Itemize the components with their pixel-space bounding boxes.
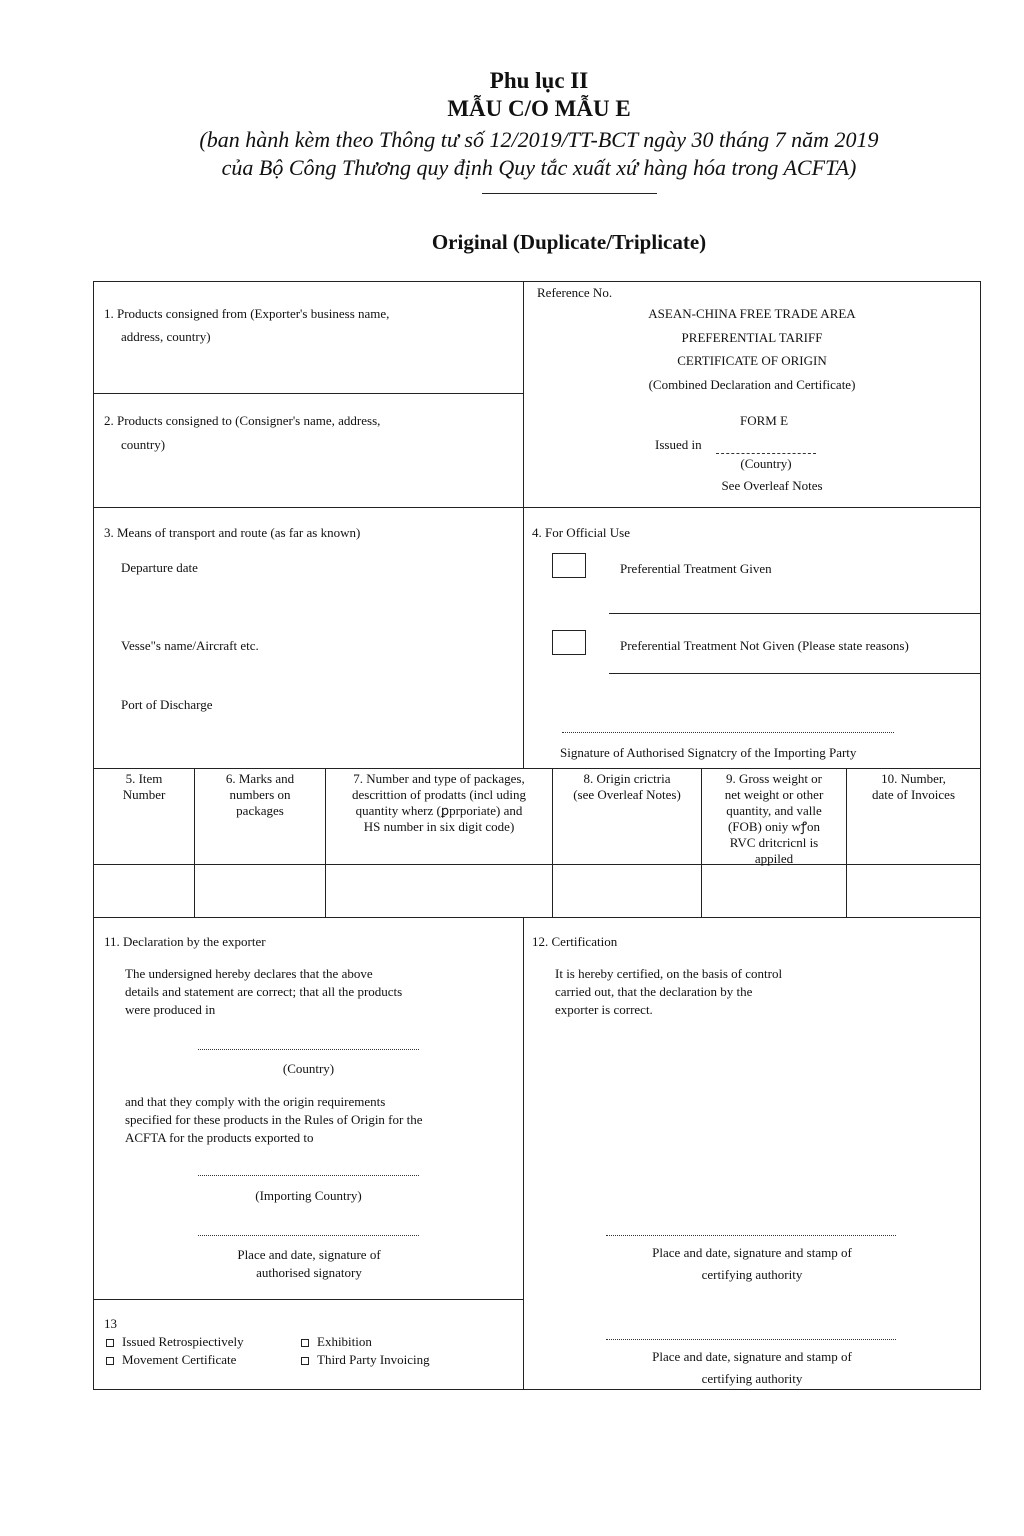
treatment-given-checkbox[interactable] [552, 553, 586, 578]
col10-header: 10. Number, date of Invoices [871, 771, 956, 802]
origin-criteria-cell[interactable] [554, 866, 700, 916]
box13-number: 13 [104, 1316, 117, 1331]
box1-label-cont: address, country) [121, 329, 211, 344]
issued-in-field[interactable] [716, 453, 816, 454]
description-cell[interactable] [327, 866, 551, 916]
weight-value-cell[interactable] [703, 866, 845, 916]
cert-heading-1: ASEAN-CHINA FREE TRADE AREA [648, 306, 856, 321]
compliance-text: and that they comply with the origin requirements specified for these products in the Rules of Origin for the ACFTA for the products exported to [125, 1094, 423, 1145]
box3-label: 3. Means of transport and route (as far as known) [104, 525, 361, 540]
produced-country-label: (Country) [282, 1061, 335, 1076]
third-party-invoicing-checkbox[interactable] [301, 1357, 309, 1365]
exhibition-checkbox[interactable] [301, 1339, 309, 1347]
form-e-label: FORM E [739, 413, 789, 428]
exporter-field[interactable] [100, 350, 518, 388]
see-notes-label: See Overleaf Notes [721, 478, 823, 493]
col6-header: 6. Marks and numbers on packages [225, 771, 295, 818]
exporter-signature-label: Place and date, signature of authorised signatory [237, 1247, 381, 1280]
col5-header: 5. Item Number [122, 771, 166, 802]
certifying-signature-label-1: Place and date, signature and stamp of certifying authority [652, 1245, 852, 1282]
marks-numbers-cell[interactable] [196, 866, 324, 916]
col7-header: 7. Number and type of packages, descrittion of prodatts (incl uding quantity wherz (ꝑprporiate) and HS number in six digit code) [351, 771, 527, 834]
cert-heading-4: (Combined Declaration and Certificate) [648, 377, 856, 392]
reasons-line [609, 673, 980, 674]
vessel-name-label: Vesse"s name/Aircraft etc. [121, 638, 259, 653]
cert-heading-2: PREFERENTIAL TARIFF [681, 330, 823, 345]
issued-country-label: (Country) [740, 456, 792, 471]
box12-label: 12. Certification [532, 934, 618, 949]
treatment-given-label: Preferential Treatment Given [620, 561, 772, 576]
form-title: MẪU C/O MẪU E [447, 96, 631, 121]
port-discharge-label: Port of Discharge [121, 697, 213, 712]
certification-text: It is hereby certified, on the basis of control carried out, that the declaration by the exporter is correct. [555, 966, 783, 1017]
consignee-field[interactable] [100, 458, 518, 502]
issued-retrospectively-option[interactable]: Issued Retrospiectively [106, 1333, 244, 1351]
issued-in-label: Issued in [655, 437, 702, 452]
treatment-not-given-checkbox[interactable] [552, 630, 586, 655]
box4-label: 4. For Official Use [532, 525, 630, 540]
third-party-invoicing-option[interactable]: Third Party Invoicing [301, 1351, 430, 1369]
box2-label: 2. Products consigned to (Consigner's name, address, [104, 413, 381, 428]
copy-type-heading: Original (Duplicate/Triplicate) [431, 230, 707, 254]
cert-heading-3: CERTIFICATE OF ORIGIN [677, 353, 827, 368]
col9-header: 9. Gross weight or net weight or other quantity, and valle (FOB) oniy wꝭon RVC dritcricnl is appiled [724, 771, 824, 866]
header-divider [482, 193, 657, 194]
importing-country-label: (Importing Country) [255, 1188, 362, 1203]
subtitle-line-2: của Bộ Công Thương quy định Quy tắc xuất xứ hàng hóa trong ACFTA) [221, 155, 857, 180]
declaration-text: The undersigned hereby declares that the above details and statement are correct; that all the products were produced in [125, 966, 403, 1017]
issued-retrospectively-checkbox[interactable] [106, 1339, 114, 1347]
exhibition-option[interactable]: Exhibition [301, 1333, 372, 1351]
certifying-signature-label-2: Place and date, signature and stamp of certifying authority [652, 1349, 852, 1386]
movement-certificate-option[interactable]: Movement Certificate [106, 1351, 236, 1369]
box2-label-cont: country) [121, 437, 166, 452]
treatment-not-given-label: Preferential Treatment Not Given (Please state reasons) [620, 638, 909, 653]
invoice-cell[interactable] [848, 866, 979, 916]
importing-signature-label: Signature of Authorised Signatcry of the Importing Party [560, 745, 857, 760]
box11-label: 11. Declaration by the exporter [104, 934, 266, 949]
box1-label: 1. Products consigned from (Exporter's business name, [104, 306, 390, 321]
item-number-cell[interactable] [95, 866, 193, 916]
reference-label: Reference No. [537, 285, 613, 300]
exporter-signature-field[interactable] [198, 1235, 419, 1236]
certifying-signature-field-2[interactable] [606, 1339, 896, 1340]
importing-signature-line[interactable] [562, 732, 894, 733]
departure-date-label: Departure date [121, 560, 198, 575]
appendix-title: Phu lục II [489, 68, 589, 93]
certifying-signature-field-1[interactable] [606, 1235, 896, 1236]
movement-certificate-checkbox[interactable] [106, 1357, 114, 1365]
reference-number-field[interactable] [625, 284, 965, 302]
subtitle-line-1: (ban hành kèm theo Thông tư số 12/2019/TT-BCT ngày 30 tháng 7 năm 2019 [199, 127, 879, 152]
treatment-given-line [609, 613, 980, 614]
col8-header: 8. Origin crictria (see Overleaf Notes) [573, 771, 681, 802]
importing-country-field[interactable] [198, 1175, 419, 1176]
produced-in-country-field[interactable] [198, 1049, 419, 1050]
